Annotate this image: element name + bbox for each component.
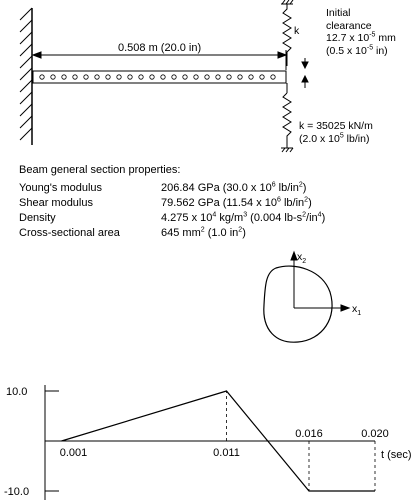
x-tick-label: 0.016 xyxy=(295,428,323,440)
x2-axis-label: $x_2$ xyxy=(297,251,307,266)
x-tick-label: 0.011 xyxy=(213,447,240,459)
clearance-line3: 12.7 x $10^{-5}$ mm xyxy=(326,31,396,44)
bottom-spring-label-line2: (2.0 x $10^5$ lb/in) xyxy=(299,132,370,145)
property-name: Cross-sectional area xyxy=(19,227,120,239)
bottom-spring-label-line1: k = 35025 kN/m xyxy=(299,120,373,132)
clearance-line4: (0.5 x $10^{-5}$ in) xyxy=(326,44,388,57)
property-value: 79.562 GPa (11.54 x $10^6$ $lb/in^2$) xyxy=(161,196,312,209)
property-name: Young's modulus xyxy=(19,182,103,194)
length-label: 0.508 m (20.0 in) xyxy=(118,42,202,54)
y-tick-label: 10.0 xyxy=(6,386,28,398)
x1-axis-label: $x_1$ xyxy=(352,303,362,318)
property-value: 206.84 GPa (30.0 x $10^6$ $lb/in^2$) xyxy=(161,181,307,194)
clearance-line2: clearance xyxy=(326,19,372,32)
property-value: 645 $mm^2$ (1.0 $in^2$) xyxy=(161,226,246,239)
x-tick-label: 0.020 xyxy=(361,428,389,440)
top-spring-label: k xyxy=(294,25,300,37)
property-name: Shear modulus xyxy=(19,197,93,209)
y-tick-label: -10.0 xyxy=(4,486,30,498)
x-tick-label: 0.001 xyxy=(59,447,88,459)
property-name: Density xyxy=(19,212,56,224)
x-axis-label: t (sec) xyxy=(381,449,412,461)
properties-title: Beam general section properties: xyxy=(19,164,181,176)
clearance-line1: Initial xyxy=(326,7,351,19)
property-value: 4.275 x $10^4$ $kg/m^3$ (0.004 $lb-s^2/in^4$) xyxy=(161,211,326,224)
